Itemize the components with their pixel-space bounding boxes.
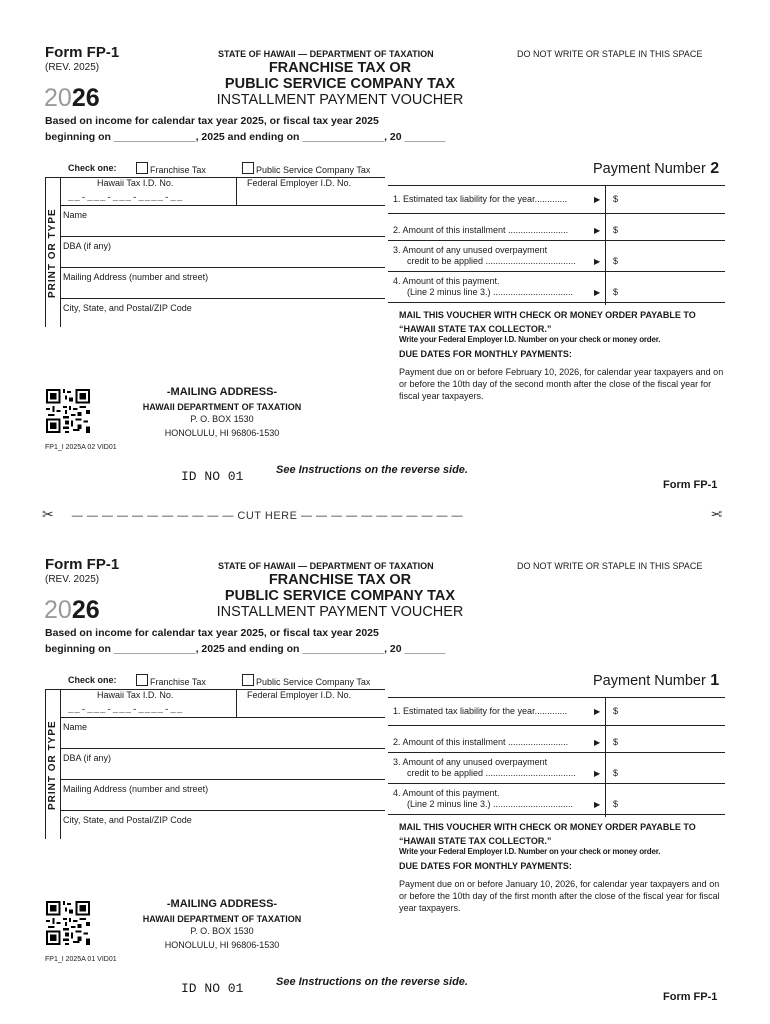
- tax-period-dates[interactable]: beginning on ______________, 2025 and ending on ______________, 20 _______: [45, 643, 446, 655]
- tax-year-basis: Based on income for calendar tax year 2025, or fiscal tax year 2025: [45, 627, 379, 639]
- arrow-right-icon: ▶: [594, 226, 601, 235]
- mailing-po-box: P. O. BOX 1530: [190, 414, 254, 424]
- dba-field[interactable]: DBA (if any): [63, 753, 112, 763]
- arrow-right-icon: ▶: [594, 195, 601, 204]
- fein-field[interactable]: [238, 702, 384, 716]
- franchise-tax-checkbox[interactable]: [136, 162, 148, 174]
- due-date-text: Payment due on or before February 10, 2026, for calendar year taxpayers and on or before the 10th day of the second month after the close of the fiscal year for fiscal year taxpayers.: [399, 367, 724, 401]
- mailing-po-box: P. O. BOX 1530: [190, 926, 254, 936]
- form-footer-id: Form FP-1: [663, 991, 718, 1003]
- state-header: STATE OF HAWAII — DEPARTMENT OF TAXATION: [218, 561, 434, 571]
- arrow-right-icon: ▶: [594, 800, 601, 809]
- psc-tax-checkbox[interactable]: [242, 674, 254, 686]
- payment-number: Payment Number 1: [593, 672, 720, 689]
- line-1-amount[interactable]: $: [613, 706, 619, 716]
- mailing-dept: HAWAII DEPARTMENT OF TAXATION: [142, 402, 302, 412]
- state-header: STATE OF HAWAII — DEPARTMENT OF TAXATION: [218, 49, 434, 59]
- line-2-installment: 2. Amount of this installment ........................: [393, 737, 569, 747]
- due-dates-heading: DUE DATES FOR MONTHLY PAYMENTS:: [399, 861, 572, 871]
- mailing-address-heading: -MAILING ADDRESS-: [166, 386, 278, 398]
- line-4-amount[interactable]: $: [613, 287, 619, 297]
- line-1-estimated-liability: 1. Estimated tax liability for the year.............: [393, 706, 568, 716]
- fein-label: Federal Employer I.D. No.: [247, 178, 352, 188]
- line-2-amount[interactable]: $: [613, 225, 619, 235]
- id-number: ID NO 01: [181, 981, 244, 996]
- scissors-icon: ✂: [42, 506, 55, 522]
- mailing-address-field[interactable]: Mailing Address (number and street): [63, 784, 209, 794]
- do-not-write-notice: DO NOT WRITE OR STAPLE IN THIS SPACE: [517, 49, 703, 59]
- psc-tax-checkbox[interactable]: [242, 162, 254, 174]
- name-field[interactable]: Name: [63, 722, 88, 732]
- line-3-overpayment-cont: credit to be applied ....................................: [407, 256, 576, 266]
- city-state-zip-field[interactable]: City, State, and Postal/ZIP Code: [63, 815, 192, 825]
- form-code: FP1_I 2025A 01 VID01: [45, 956, 117, 963]
- line-3-amount[interactable]: $: [613, 256, 619, 266]
- form-code: FP1_I 2025A 02 VID01: [45, 444, 117, 451]
- form-title-3: INSTALLMENT PAYMENT VOUCHER: [216, 92, 464, 108]
- id-number: ID NO 01: [181, 469, 244, 484]
- franchise-tax-option[interactable]: Franchise Tax: [136, 674, 206, 687]
- revision: (REV. 2025): [45, 62, 100, 73]
- scissors-icon: ✂: [709, 506, 722, 522]
- mailing-address-field[interactable]: Mailing Address (number and street): [63, 272, 209, 282]
- line-3-overpayment-cont: credit to be applied ....................................: [407, 768, 576, 778]
- print-or-type-label: PRINT OR TYPE: [47, 208, 58, 298]
- arrow-right-icon: ▶: [594, 288, 601, 297]
- mailing-city: HONOLULU, HI 96806-1530: [164, 940, 280, 950]
- mail-instruction: MAIL THIS VOUCHER WITH CHECK OR MONEY ORDER PAYABLE TO “HAWAII STATE TAX COLLECTOR.”: [399, 310, 696, 334]
- line-1-estimated-liability: 1. Estimated tax liability for the year.............: [393, 194, 568, 204]
- arrow-right-icon: ▶: [594, 738, 601, 747]
- line-4-amount[interactable]: $: [613, 799, 619, 809]
- see-instructions-note: See Instructions on the reverse side.: [276, 464, 468, 476]
- payment-voucher: [0, 0, 770, 491]
- payment-number-value: 1: [710, 672, 720, 689]
- line-3-overpayment: 3. Amount of any unused overpayment: [393, 757, 548, 767]
- psc-tax-option[interactable]: Public Service Company Tax: [242, 674, 370, 687]
- mailing-address-heading: -MAILING ADDRESS-: [166, 898, 278, 910]
- hawaii-tax-id-field[interactable]: __-___-___-____-__: [68, 705, 184, 715]
- form-title-1: FRANCHISE TAX OR: [268, 60, 412, 76]
- hawaii-tax-id-label: Hawaii Tax I.D. No.: [97, 178, 174, 188]
- name-field[interactable]: Name: [63, 210, 88, 220]
- line-1-amount[interactable]: $: [613, 194, 619, 204]
- form-title-2: PUBLIC SERVICE COMPANY TAX: [224, 588, 456, 604]
- line-4-payment: 4. Amount of this payment.: [393, 788, 500, 798]
- tax-year: 2026: [44, 84, 100, 112]
- qr-code: [46, 389, 90, 433]
- line-2-amount[interactable]: $: [613, 737, 619, 747]
- hawaii-tax-id-field[interactable]: __-___-___-____-__: [68, 193, 184, 203]
- arrow-right-icon: ▶: [594, 707, 601, 716]
- form-title-2: PUBLIC SERVICE COMPANY TAX: [224, 76, 456, 92]
- franchise-tax-checkbox[interactable]: [136, 674, 148, 686]
- fein-field[interactable]: [238, 190, 384, 204]
- dba-field[interactable]: DBA (if any): [63, 241, 112, 251]
- tax-year-basis: Based on income for calendar tax year 2025, or fiscal tax year 2025: [45, 115, 379, 127]
- line-4-payment: 4. Amount of this payment.: [393, 276, 500, 286]
- see-instructions-note: See Instructions on the reverse side.: [276, 976, 468, 988]
- fein-label: Federal Employer I.D. No.: [247, 690, 352, 700]
- payment-voucher: [0, 512, 770, 1003]
- tax-period-dates[interactable]: beginning on ______________, 2025 and ending on ______________, 20 _______: [45, 131, 446, 143]
- mailing-dept: HAWAII DEPARTMENT OF TAXATION: [142, 914, 302, 924]
- form-footer-id: Form FP-1: [663, 479, 718, 491]
- due-date-text: Payment due on or before January 10, 2026, for calendar year taxpayers and on or before the 10th day of the first month after the close of the fiscal year for fiscal year taxpayers.: [399, 879, 720, 913]
- due-dates-heading: DUE DATES FOR MONTHLY PAYMENTS:: [399, 349, 572, 359]
- payment-number: Payment Number 2: [593, 160, 720, 177]
- line-4-payment-cont: (Line 2 minus line 3.) ................................: [407, 799, 574, 809]
- check-one-label: Check one:: [68, 163, 117, 173]
- city-state-zip-field[interactable]: City, State, and Postal/ZIP Code: [63, 303, 192, 313]
- revision: (REV. 2025): [45, 574, 100, 585]
- line-2-installment: 2. Amount of this installment ........................: [393, 225, 569, 235]
- mail-instruction-fein: Write your Federal Employer I.D. Number on your check or money order.: [399, 847, 661, 856]
- mail-instruction: MAIL THIS VOUCHER WITH CHECK OR MONEY ORDER PAYABLE TO “HAWAII STATE TAX COLLECTOR.”: [399, 822, 696, 846]
- form-id: Form FP-1: [45, 556, 120, 573]
- tax-year: 2026: [44, 596, 100, 624]
- psc-tax-option[interactable]: Public Service Company Tax: [242, 162, 370, 175]
- hawaii-tax-id-label: Hawaii Tax I.D. No.: [97, 690, 174, 700]
- form-title-1: FRANCHISE TAX OR: [268, 572, 412, 588]
- check-one-label: Check one:: [68, 675, 117, 685]
- form-title-3: INSTALLMENT PAYMENT VOUCHER: [216, 604, 464, 620]
- qr-code: [46, 901, 90, 945]
- form-id: Form FP-1: [45, 44, 120, 61]
- mail-instruction-fein: Write your Federal Employer I.D. Number on your check or money order.: [399, 335, 661, 344]
- cut-here-label: — — — — — — — — — — — CUT HERE — — — — — — — — — — —: [71, 510, 464, 522]
- line-4-payment-cont: (Line 2 minus line 3.) ................................: [407, 287, 574, 297]
- mailing-city: HONOLULU, HI 96806-1530: [164, 428, 280, 438]
- franchise-tax-option[interactable]: Franchise Tax: [136, 162, 206, 175]
- line-3-amount[interactable]: $: [613, 768, 619, 778]
- payment-number-value: 2: [710, 160, 720, 177]
- print-or-type-label: PRINT OR TYPE: [47, 720, 58, 810]
- do-not-write-notice: DO NOT WRITE OR STAPLE IN THIS SPACE: [517, 561, 703, 571]
- arrow-right-icon: ▶: [594, 769, 601, 778]
- arrow-right-icon: ▶: [594, 257, 601, 266]
- line-3-overpayment: 3. Amount of any unused overpayment: [393, 245, 548, 255]
